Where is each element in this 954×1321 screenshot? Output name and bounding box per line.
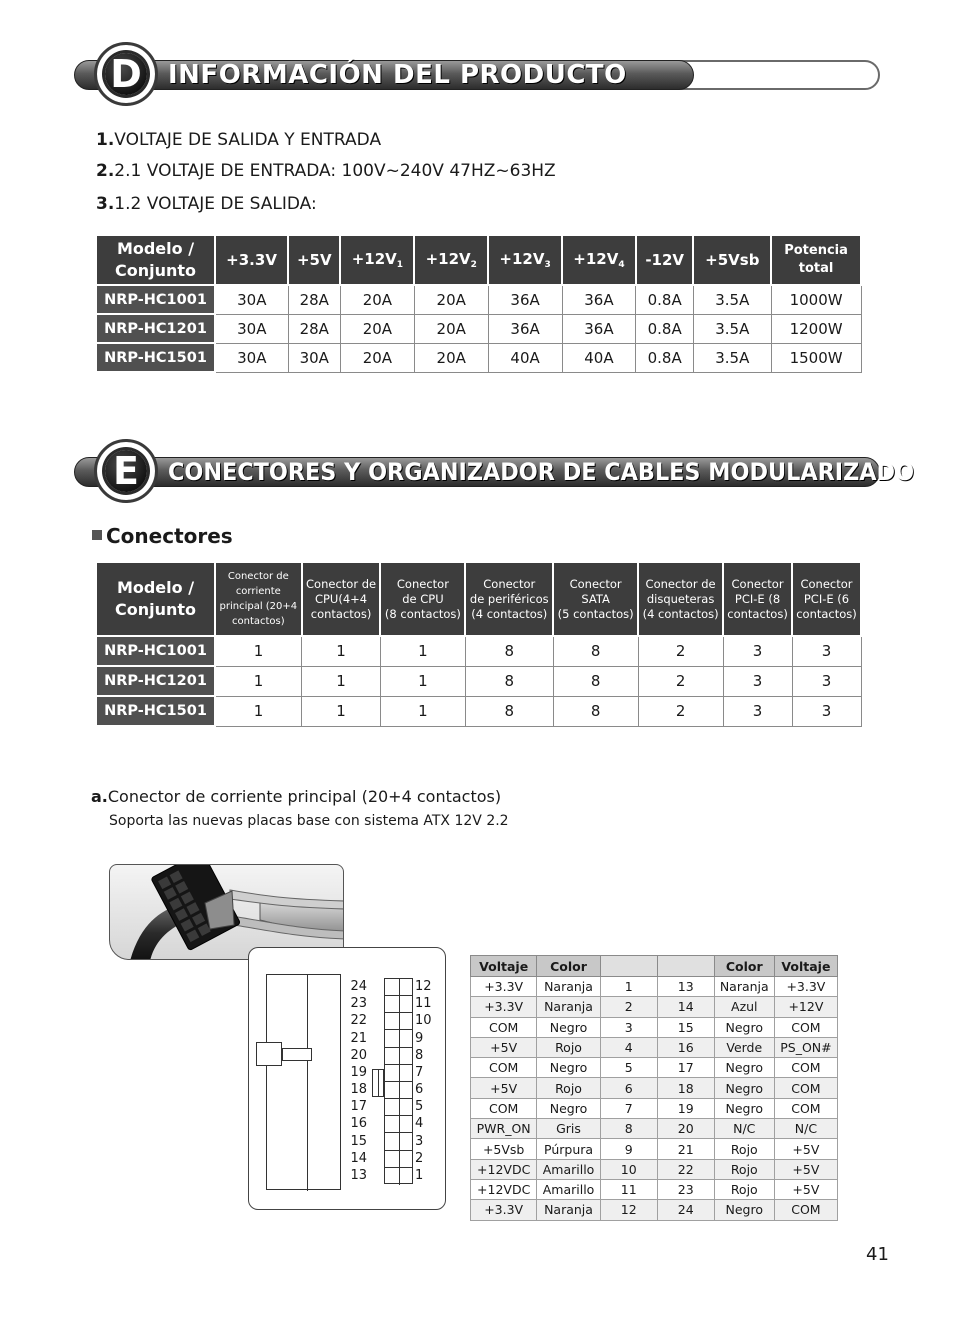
connector-photo	[109, 864, 344, 960]
main-connector-subcaption: Soporta las nuevas placas base con sistema ATX 12V 2.2	[109, 813, 509, 829]
header-col	[792, 562, 861, 636]
table-cell: 1	[302, 666, 381, 696]
table-row	[471, 1139, 838, 1159]
header-col	[340, 235, 414, 285]
list-item	[96, 130, 381, 150]
table-cell: Naranja	[537, 977, 600, 997]
table-cell: 9	[600, 1139, 657, 1159]
table-cell: Rojo	[714, 1139, 774, 1159]
table-cell: 36A	[562, 285, 636, 314]
pin-number: 7	[415, 1064, 424, 1080]
header-model-line: Conjunto	[114, 261, 197, 280]
section-title: INFORMACIÓN DEL PRODUCTO	[168, 60, 627, 90]
header-model-line: Modelo /	[116, 239, 195, 258]
table-cell: 3	[723, 696, 792, 726]
table-cell: 20A	[340, 343, 414, 372]
header-col: Color	[537, 956, 600, 977]
bullet-square-icon	[92, 530, 102, 540]
connector-latch-arm	[282, 1048, 312, 1061]
table-cell: 20A	[340, 285, 414, 314]
row-model: NRP-HC1001	[96, 636, 215, 666]
page-number: 41	[866, 1244, 889, 1265]
table-cell: 28A	[288, 314, 340, 343]
table-cell: +12VDC	[471, 1159, 537, 1179]
header-col	[488, 235, 562, 285]
table-row	[471, 1037, 838, 1057]
table-cell: 24	[657, 1200, 714, 1220]
pin-number: 16	[350, 1116, 367, 1132]
table-row	[471, 1017, 838, 1037]
list-item-number: 2.	[96, 161, 115, 181]
table-row	[471, 1119, 838, 1139]
table-row	[471, 977, 838, 997]
header-total-power	[771, 235, 861, 285]
section-title: CONECTORES Y ORGANIZADOR DE CABLES MODULARIZADO	[168, 458, 915, 486]
list-item-number: 3.	[96, 194, 115, 214]
table-cell: 3.5A	[693, 314, 771, 343]
table-cell: 1	[380, 636, 465, 666]
table-row	[471, 1159, 838, 1179]
table-cell: Amarillo	[537, 1159, 600, 1179]
header-col-line: contactos)	[727, 606, 788, 621]
table-cell: 5	[600, 1058, 657, 1078]
table-cell: 36A	[562, 314, 636, 343]
header-col-line: Conector	[569, 576, 622, 591]
header-col	[636, 235, 694, 285]
header-col-label: +12V	[499, 250, 545, 268]
pin-grid	[384, 978, 413, 1184]
table-cell: 22	[657, 1159, 714, 1179]
header-col-line: Conector	[731, 576, 784, 591]
table-row	[471, 1098, 838, 1118]
list-item	[96, 194, 317, 214]
pin-number: 24	[350, 979, 367, 994]
table-cell: 0.8A	[636, 285, 694, 314]
caption-text: Conector de corriente principal (20+4 contactos)	[107, 787, 502, 806]
header-col-label: +12V	[425, 250, 471, 268]
table-cell: 17	[657, 1058, 714, 1078]
table-cell: COM	[471, 1098, 537, 1118]
table-cell: 20A	[340, 314, 414, 343]
table-cell: COM	[471, 1058, 537, 1078]
header-col	[288, 235, 340, 285]
section-d-banner	[74, 44, 882, 128]
pin-cell	[385, 1133, 412, 1150]
connector-latch	[256, 1042, 282, 1066]
header-col-sub: 2	[470, 260, 477, 270]
pin-number: 17	[350, 1099, 367, 1115]
table-cell: Negro	[537, 1058, 600, 1078]
pin-cell	[385, 1030, 412, 1047]
table-cell: 30A	[215, 343, 288, 372]
table-cell: +3.3V	[471, 977, 537, 997]
header-model	[96, 562, 215, 636]
table-cell: 8	[465, 696, 553, 726]
header-col-label: +12V	[573, 250, 619, 268]
table-row	[471, 1078, 838, 1098]
pin-cell	[385, 996, 412, 1013]
header-col-label: -12V	[645, 251, 685, 269]
pin-number: 20	[350, 1047, 367, 1063]
table-cell: 1	[302, 636, 381, 666]
table-cell: 2	[600, 997, 657, 1017]
header-col-line: de CPU	[402, 591, 444, 606]
connectors-heading-text: Conectores	[106, 524, 233, 548]
table-cell: 11	[600, 1179, 657, 1199]
header-total-line: total	[798, 261, 834, 276]
header-col-line: Conector de	[306, 576, 377, 591]
pin-cell	[385, 1065, 412, 1082]
header-col	[380, 562, 465, 636]
pin-number: 3	[415, 1133, 424, 1149]
table-cell: N/C	[774, 1119, 837, 1139]
table-cell: Púrpura	[537, 1139, 600, 1159]
pin-number: 9	[415, 1030, 424, 1046]
table-cell: Rojo	[714, 1159, 774, 1179]
pin-number: 22	[350, 1013, 367, 1029]
table-cell: 8	[465, 636, 553, 666]
table-cell: +3.3V	[471, 997, 537, 1017]
pin-numbers-right	[415, 978, 439, 1184]
pin-number: 15	[350, 1133, 367, 1149]
table-cell: 3	[600, 1017, 657, 1037]
header-col-line: PCI-E (6	[803, 591, 850, 606]
pin-cell	[385, 979, 412, 996]
section-letter-badge	[94, 42, 158, 106]
row-model: NRP-HC1501	[96, 343, 215, 372]
header-col-line: SATA	[581, 591, 610, 606]
pin-layout-diagram	[248, 947, 446, 1210]
pin-number: 1	[415, 1167, 424, 1183]
table-header-row	[96, 235, 861, 285]
pin-number: 5	[415, 1099, 424, 1115]
pin-cell	[385, 1151, 412, 1168]
pin-number: 14	[350, 1150, 367, 1166]
header-model-line: Modelo /	[116, 578, 195, 597]
section-letter-badge	[94, 439, 158, 503]
table-cell: 1	[215, 636, 302, 666]
pin-number: 8	[415, 1047, 424, 1063]
header-col: Voltaje	[471, 956, 537, 977]
header-col-line: de periféricos	[469, 591, 549, 606]
row-model: NRP-HC1501	[96, 696, 215, 726]
table-cell: Naranja	[537, 997, 600, 1017]
pin-cell	[385, 1168, 412, 1185]
table-cell: 8	[553, 636, 638, 666]
connector-photo-image	[110, 865, 344, 960]
table-header-row	[471, 956, 838, 977]
table-cell: COM	[471, 1017, 537, 1037]
list-item-number: 1.	[96, 130, 115, 150]
pin-cell	[385, 1013, 412, 1030]
pin-number: 23	[350, 996, 367, 1012]
header-col-label: +3.3V	[226, 251, 277, 269]
table-cell: Naranja	[714, 977, 774, 997]
table-cell: 21	[657, 1139, 714, 1159]
header-col	[693, 235, 771, 285]
table-cell: 15	[657, 1017, 714, 1037]
table-cell: Verde	[714, 1037, 774, 1057]
output-voltage-table	[95, 234, 862, 373]
pin-cell	[385, 1099, 412, 1116]
table-cell: 2	[638, 666, 723, 696]
header-col	[215, 562, 302, 636]
pin-number: 4	[415, 1116, 424, 1132]
table-cell: 30A	[288, 343, 340, 372]
table-header-row	[96, 562, 861, 636]
header-col: Voltaje	[774, 956, 837, 977]
table-cell: Azul	[714, 997, 774, 1017]
pin-number: 11	[415, 996, 432, 1012]
table-cell: 2	[638, 636, 723, 666]
table-cell: 14	[657, 997, 714, 1017]
pin-number: 21	[350, 1030, 367, 1046]
table-row	[96, 666, 861, 696]
table-cell: PS_ON#	[774, 1037, 837, 1057]
table-row	[96, 343, 861, 372]
pin-number: 2	[415, 1150, 424, 1166]
table-cell: 1	[302, 696, 381, 726]
table-cell: 36A	[488, 314, 562, 343]
table-cell: +5Vsb	[471, 1139, 537, 1159]
list-item-text: 2.1 VOLTAJE DE ENTRADA: 100V~240V 47HZ~63HZ	[114, 161, 556, 181]
header-col-line: Conector	[800, 576, 853, 591]
table-cell: 3	[792, 666, 861, 696]
table-cell: 2	[638, 696, 723, 726]
header-col-line: Conector	[396, 576, 449, 591]
table-cell: Negro	[714, 1200, 774, 1220]
header-col	[465, 562, 553, 636]
header-col-line: Conector	[483, 576, 536, 591]
table-cell: 1	[380, 666, 465, 696]
header-col	[215, 235, 288, 285]
table-cell: 20A	[414, 285, 488, 314]
table-row	[471, 997, 838, 1017]
table-cell: 20A	[414, 343, 488, 372]
table-cell: 3	[792, 636, 861, 666]
list-item-text: 1.2 VOLTAJE DE SALIDA:	[114, 194, 317, 214]
table-row	[96, 636, 861, 666]
table-cell: COM	[774, 1200, 837, 1220]
header-col-sub: 1	[396, 260, 404, 270]
header-col-sub: 4	[618, 260, 625, 270]
header-col-line: (5 contactos)	[557, 606, 634, 621]
table-row	[96, 696, 861, 726]
table-cell: Amarillo	[537, 1179, 600, 1199]
table-cell: +5V	[774, 1139, 837, 1159]
table-cell: 19	[657, 1098, 714, 1118]
table-cell: N/C	[714, 1119, 774, 1139]
table-cell: 1	[215, 696, 302, 726]
table-cell: 1	[380, 696, 465, 726]
table-cell: Negro	[537, 1098, 600, 1118]
header-col-line: (8 contactos)	[384, 606, 461, 621]
table-cell: 13	[657, 977, 714, 997]
table-cell: 3	[723, 666, 792, 696]
table-cell: 6	[600, 1078, 657, 1098]
table-cell: 1500W	[771, 343, 861, 372]
connector-count-table	[95, 561, 862, 727]
pin-number: 19	[350, 1064, 367, 1080]
table-cell: 4	[600, 1037, 657, 1057]
header-col-label: +5Vsb	[705, 251, 760, 269]
table-cell: 40A	[562, 343, 636, 372]
table-row	[471, 1058, 838, 1078]
table-cell: 1000W	[771, 285, 861, 314]
section-e-banner	[74, 441, 915, 525]
row-model: NRP-HC1001	[96, 285, 215, 314]
table-cell: +12V	[774, 997, 837, 1017]
table-cell: 12	[600, 1200, 657, 1220]
section-letter: E	[105, 450, 147, 492]
pin-number: 18	[350, 1082, 367, 1098]
table-cell: 18	[657, 1078, 714, 1098]
table-cell: Rojo	[537, 1037, 600, 1057]
header-col-line: principal (20+4	[219, 601, 298, 612]
table-cell: +5V	[471, 1037, 537, 1057]
header-col-line: contactos)	[310, 606, 372, 621]
table-row	[471, 1179, 838, 1199]
table-cell: 23	[657, 1179, 714, 1199]
table-cell: 7	[600, 1098, 657, 1118]
header-col-line: Conector de	[227, 571, 289, 582]
table-cell: 3	[723, 636, 792, 666]
table-cell: COM	[774, 1017, 837, 1037]
caption-prefix: a.	[91, 787, 108, 806]
list-item-text: VOLTAJE DE SALIDA Y ENTRADA	[114, 130, 382, 150]
table-cell: 3	[792, 696, 861, 726]
header-col-sub: 3	[544, 260, 551, 270]
table-cell: 8	[553, 666, 638, 696]
table-cell: 0.8A	[636, 314, 694, 343]
header-col-line: contactos)	[232, 616, 285, 627]
table-cell: +12VDC	[471, 1179, 537, 1199]
table-cell: Negro	[714, 1098, 774, 1118]
table-cell: 1	[215, 666, 302, 696]
pin-cell	[385, 1116, 412, 1133]
pin-numbers-left	[341, 978, 367, 1184]
table-cell: 30A	[215, 314, 288, 343]
table-row	[96, 285, 861, 314]
table-cell: Negro	[714, 1058, 774, 1078]
main-connector-caption	[91, 787, 501, 806]
pin-number: 13	[350, 1167, 367, 1183]
header-col: Color	[714, 956, 774, 977]
row-model: NRP-HC1201	[96, 666, 215, 696]
header-col	[638, 562, 723, 636]
pin-cell	[385, 1082, 412, 1099]
connector-clip	[372, 1069, 384, 1097]
header-model	[96, 235, 215, 285]
table-cell: 30A	[215, 285, 288, 314]
header-col	[414, 235, 488, 285]
table-cell: 3.5A	[693, 343, 771, 372]
connectors-heading	[92, 524, 233, 548]
table-cell: 40A	[488, 343, 562, 372]
table-cell: Gris	[537, 1119, 600, 1139]
row-model: NRP-HC1201	[96, 314, 215, 343]
header-col	[657, 956, 714, 977]
pin-cell	[385, 1048, 412, 1065]
header-col	[600, 956, 657, 977]
pin-number: 6	[415, 1082, 424, 1098]
table-cell: Negro	[714, 1078, 774, 1098]
header-col-line: (4 contactos)	[471, 606, 548, 621]
header-col-line: CPU(4+4	[314, 591, 368, 606]
table-cell: COM	[774, 1058, 837, 1078]
table-cell: 1200W	[771, 314, 861, 343]
table-cell: 16	[657, 1037, 714, 1057]
header-col-line: disqueteras	[646, 591, 715, 606]
header-col	[723, 562, 792, 636]
table-cell: Negro	[537, 1017, 600, 1037]
table-cell: 0.8A	[636, 343, 694, 372]
table-cell: COM	[774, 1078, 837, 1098]
table-row	[96, 314, 861, 343]
table-cell: COM	[774, 1098, 837, 1118]
table-cell: Rojo	[714, 1179, 774, 1199]
header-col-line: contactos)	[796, 606, 857, 621]
header-model-line: Conjunto	[114, 600, 197, 619]
table-row	[471, 1200, 838, 1220]
header-col-line: corriente	[235, 586, 281, 597]
table-cell: 8	[553, 696, 638, 726]
table-cell: 8	[465, 666, 553, 696]
table-cell: Rojo	[537, 1078, 600, 1098]
header-col-label: +12V	[351, 250, 397, 268]
table-cell: 1	[600, 977, 657, 997]
table-cell: 36A	[488, 285, 562, 314]
pin-number: 12	[415, 979, 432, 994]
section-letter: D	[105, 53, 147, 95]
header-col-line: (4 contactos)	[642, 606, 719, 621]
table-cell: +5V	[774, 1159, 837, 1179]
table-cell: 20A	[414, 314, 488, 343]
table-cell: 3.5A	[693, 285, 771, 314]
header-col-line: Conector de	[645, 576, 716, 591]
table-cell: PWR_ON	[471, 1119, 537, 1139]
table-cell: 28A	[288, 285, 340, 314]
header-total-line: Potencia	[784, 243, 848, 258]
header-col	[562, 235, 636, 285]
table-cell: Negro	[714, 1017, 774, 1037]
header-col-label: +5V	[296, 251, 332, 269]
table-cell: 8	[600, 1119, 657, 1139]
pinout-table	[470, 955, 838, 1221]
connector-body-outline	[266, 974, 341, 1190]
table-cell: +5V	[471, 1078, 537, 1098]
list-item	[96, 161, 556, 181]
table-cell: +3.3V	[774, 977, 837, 997]
header-col	[302, 562, 381, 636]
pin-number: 10	[415, 1013, 432, 1029]
table-cell: 20	[657, 1119, 714, 1139]
header-col	[553, 562, 638, 636]
table-cell: +3.3V	[471, 1200, 537, 1220]
table-cell: Naranja	[537, 1200, 600, 1220]
table-cell: 10	[600, 1159, 657, 1179]
header-col-line: PCI-E (8	[734, 591, 781, 606]
table-cell: +5V	[774, 1179, 837, 1199]
